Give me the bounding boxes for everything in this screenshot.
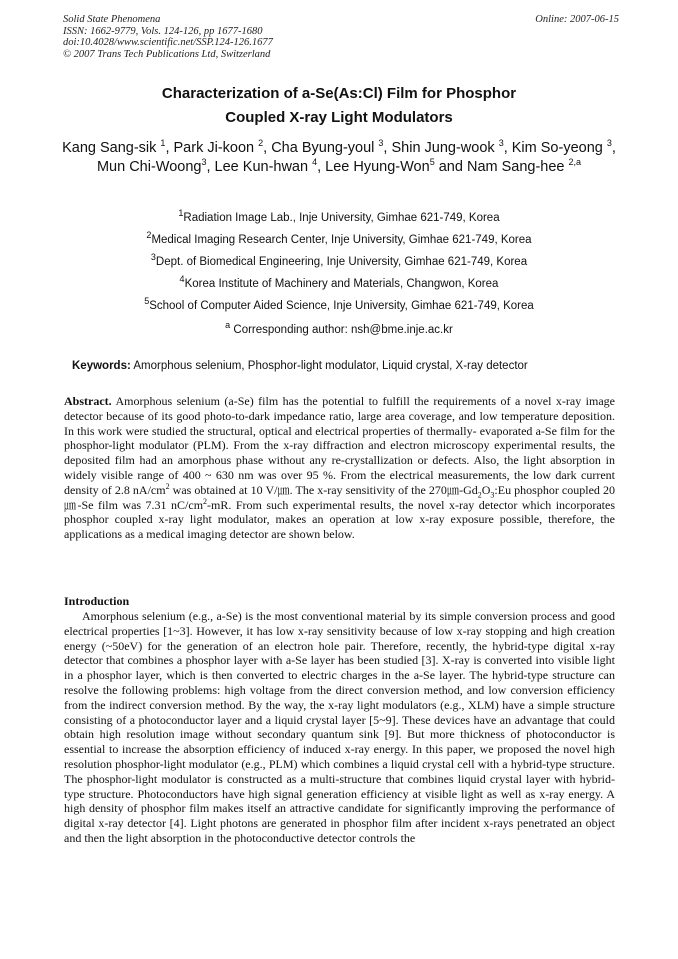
- author-name: Park Ji-koon: [173, 140, 255, 156]
- abstract-superscript: 2: [165, 481, 170, 491]
- author-separator: ,: [317, 159, 326, 175]
- author-affiliation-marker: 4: [312, 157, 318, 168]
- journal-doi: doi:10.4028/www.scientific.net/SSP.124-126.1677: [63, 37, 273, 48]
- author-name: Lee Hyung-Won: [325, 159, 430, 175]
- journal-issn: ISSN: 1662-9779, Vols. 124-126, pp 1677-1680: [63, 25, 263, 37]
- author-name: Lee Kun-hwan: [214, 159, 309, 175]
- affiliation-list: [60, 208, 618, 318]
- journal-name: Solid State Phenomena: [63, 14, 161, 25]
- author-separator: ,: [503, 140, 512, 156]
- author-name: Mun Chi-Woong: [96, 159, 202, 175]
- author-name: Nam Sang-hee: [466, 159, 565, 175]
- affiliation-text: School of Computer Aided Science, Inje University, Gimhae 621-749, Korea: [149, 300, 534, 312]
- author-affiliation-marker: 2,a: [568, 157, 582, 168]
- corresponding-author: [60, 320, 618, 336]
- author-separator: ,: [206, 159, 215, 175]
- paper-title: [60, 82, 618, 130]
- title-line-1: Characterization of a-Se(As:Cl) Film for Phosphor: [161, 85, 517, 102]
- author-separator: and: [434, 159, 467, 175]
- corresponding-text: Corresponding author: nsh@bme.inje.ac.kr: [230, 324, 453, 336]
- author-affiliation-marker: 3: [378, 138, 384, 149]
- affiliation-item: [60, 208, 618, 230]
- keywords: [72, 360, 618, 372]
- affiliation-text: Medical Imaging Research Center, Inje University, Gimhae 621-749, Korea: [151, 234, 532, 246]
- author-list: [60, 139, 618, 177]
- author-separator: ,: [383, 140, 392, 156]
- author-separator: ,: [165, 140, 174, 156]
- abstract-text: was obtained at 10 V/㎛. The x-ray sensitivity of the 270㎛-Gd: [169, 482, 478, 497]
- journal-copyright: © 2007 Trans Tech Publications Ltd, Switzerland: [63, 48, 271, 60]
- author-affiliation-marker: 3: [498, 138, 504, 149]
- abstract: [64, 394, 615, 542]
- introduction-heading: Introduction: [64, 594, 130, 608]
- author-affiliation-marker: 1: [160, 138, 166, 149]
- affiliation-text: Radiation Image Lab., Inje University, Gimhae 621-749, Korea: [183, 212, 500, 224]
- abstract-text: O: [481, 482, 491, 497]
- affiliation-item: [60, 252, 618, 274]
- author-affiliation-marker: 3: [201, 157, 207, 168]
- affiliation-marker: 1: [178, 208, 184, 219]
- abstract-subscript: 3: [490, 490, 495, 500]
- author-name: Cha Byung-youl: [271, 140, 375, 156]
- author-affiliation-marker: 2: [258, 138, 264, 149]
- affiliation-marker: 5: [144, 296, 150, 307]
- abstract-label: Abstract.: [64, 394, 112, 408]
- keywords-text: Amorphous selenium, Phosphor-light modulator, Liquid crystal, X-ray detector: [130, 360, 528, 372]
- affiliation-marker: 3: [150, 252, 156, 263]
- corresponding-marker: a: [225, 320, 231, 331]
- introduction-paragraph: Amorphous selenium (e.g., a-Se) is the most conventional material by its simple conversion process and good electrical properties [1~3]. However, it has low x-ray sensitivity because of low x-ray stopping and high creation energy (~50eV) for the generation of an electron hole pair. Therefore, recently, the hybrid-type digital x-ray detector that combines a phosphor layer with a-Se layer has been studied [3]. X-ray is converted into visible light in a phosphor layer, which is then converted to electric charges in the a-Se layer. The hybrid-type structure can resolve the following problems: high voltage from the direct conversion method, and low conversion efficiency from the indirect conversion method. By the way, the x-ray light modulators (e.g., XLM) have a simple structure consisting of a photoconductor layer and a liquid crystal layer [5~9]. These devices have an advantage that could obtain high resolution image without secondary quantum sink [9]. But more thickness of photoconductor is essential to increase the absorption efficiency of induced x-ray energy. In this paper, we proposed the novel high resolution phosphor-light modulator (e.g., PLM) which combines a liquid crystal cell with a hybrid-type structure. The phosphor-light modulator is constructed as a multi-structure that combines liquid crystal layer with hybrid-type structure. Photoconductors have high signal generation efficiency at visible light as well as x-ray energy. A high density of phosphor film makes itself an attractive candidate for significantly improving the performance of digital x-ray detector [4]. Light photons are generated in phosphor film after incident x-rays penetrated an object and then the light absorption in the photoconductive detector controls the: [64, 609, 615, 845]
- author-name: Kang Sang-sik: [62, 140, 157, 156]
- author-affiliation-marker: 5: [429, 157, 435, 168]
- abstract-text: Amorphous selenium (a-Se) film has the potential to fulfill the requirements of a novel x-ray image detector because of its good photo-to-dark impedance ratio, large area coverage, and low temperature deposition. In this work were studied the structural, optical and electrical properties of thermally- evaporated a-Se film for the phosphor-light modulator (PLM). From the x-ray diffraction and electron microscopy experimental results, the deposited film had an amorphous phase without any re-crystallization or defects. Also, the light absorption in widely visible range of 400 ~ 630 nm was over 95 %. From the electrical measurements, the low dark current density of 2.8 nA/cm: [64, 394, 615, 497]
- affiliation-item: [60, 296, 618, 318]
- author-name: Kim So-yeong: [511, 140, 603, 156]
- introduction-body: [64, 609, 615, 846]
- affiliation-marker: 2: [146, 230, 152, 241]
- affiliation-text: Dept. of Biomedical Engineering, Inje University, Gimhae 621-749, Korea: [155, 256, 528, 268]
- title-line-2: Coupled X-ray Light Modulators: [225, 109, 453, 126]
- author-affiliation-marker: 3: [606, 138, 612, 149]
- affiliation-marker: 4: [179, 274, 185, 285]
- affiliation-item: [60, 274, 618, 296]
- journal-header: [63, 14, 619, 60]
- author-name: Shin Jung-wook: [391, 140, 495, 156]
- online-date: Online: 2007-06-15: [535, 14, 619, 25]
- affiliation-text: Korea Institute of Machinery and Materials, Changwon, Korea: [184, 278, 499, 290]
- affiliation-item: [60, 230, 618, 252]
- abstract-text: :Eu phosphor coupled 20㎛-Se film was 7.31 nC/cm: [64, 482, 615, 512]
- author-separator: ,: [611, 140, 616, 156]
- abstract-subscript: 2: [477, 490, 482, 500]
- abstract-text: -mR. From such experimental results, the novel x-ray detector which incorporates phosphor coupled x-ray light modulator, makes an operation at low x-ray exposure possible, therefore, the applications as a medical imaging detector are shown below.: [64, 497, 615, 542]
- keywords-label: Keywords:: [72, 360, 131, 372]
- abstract-superscript: 2: [203, 496, 208, 506]
- author-separator: ,: [263, 140, 272, 156]
